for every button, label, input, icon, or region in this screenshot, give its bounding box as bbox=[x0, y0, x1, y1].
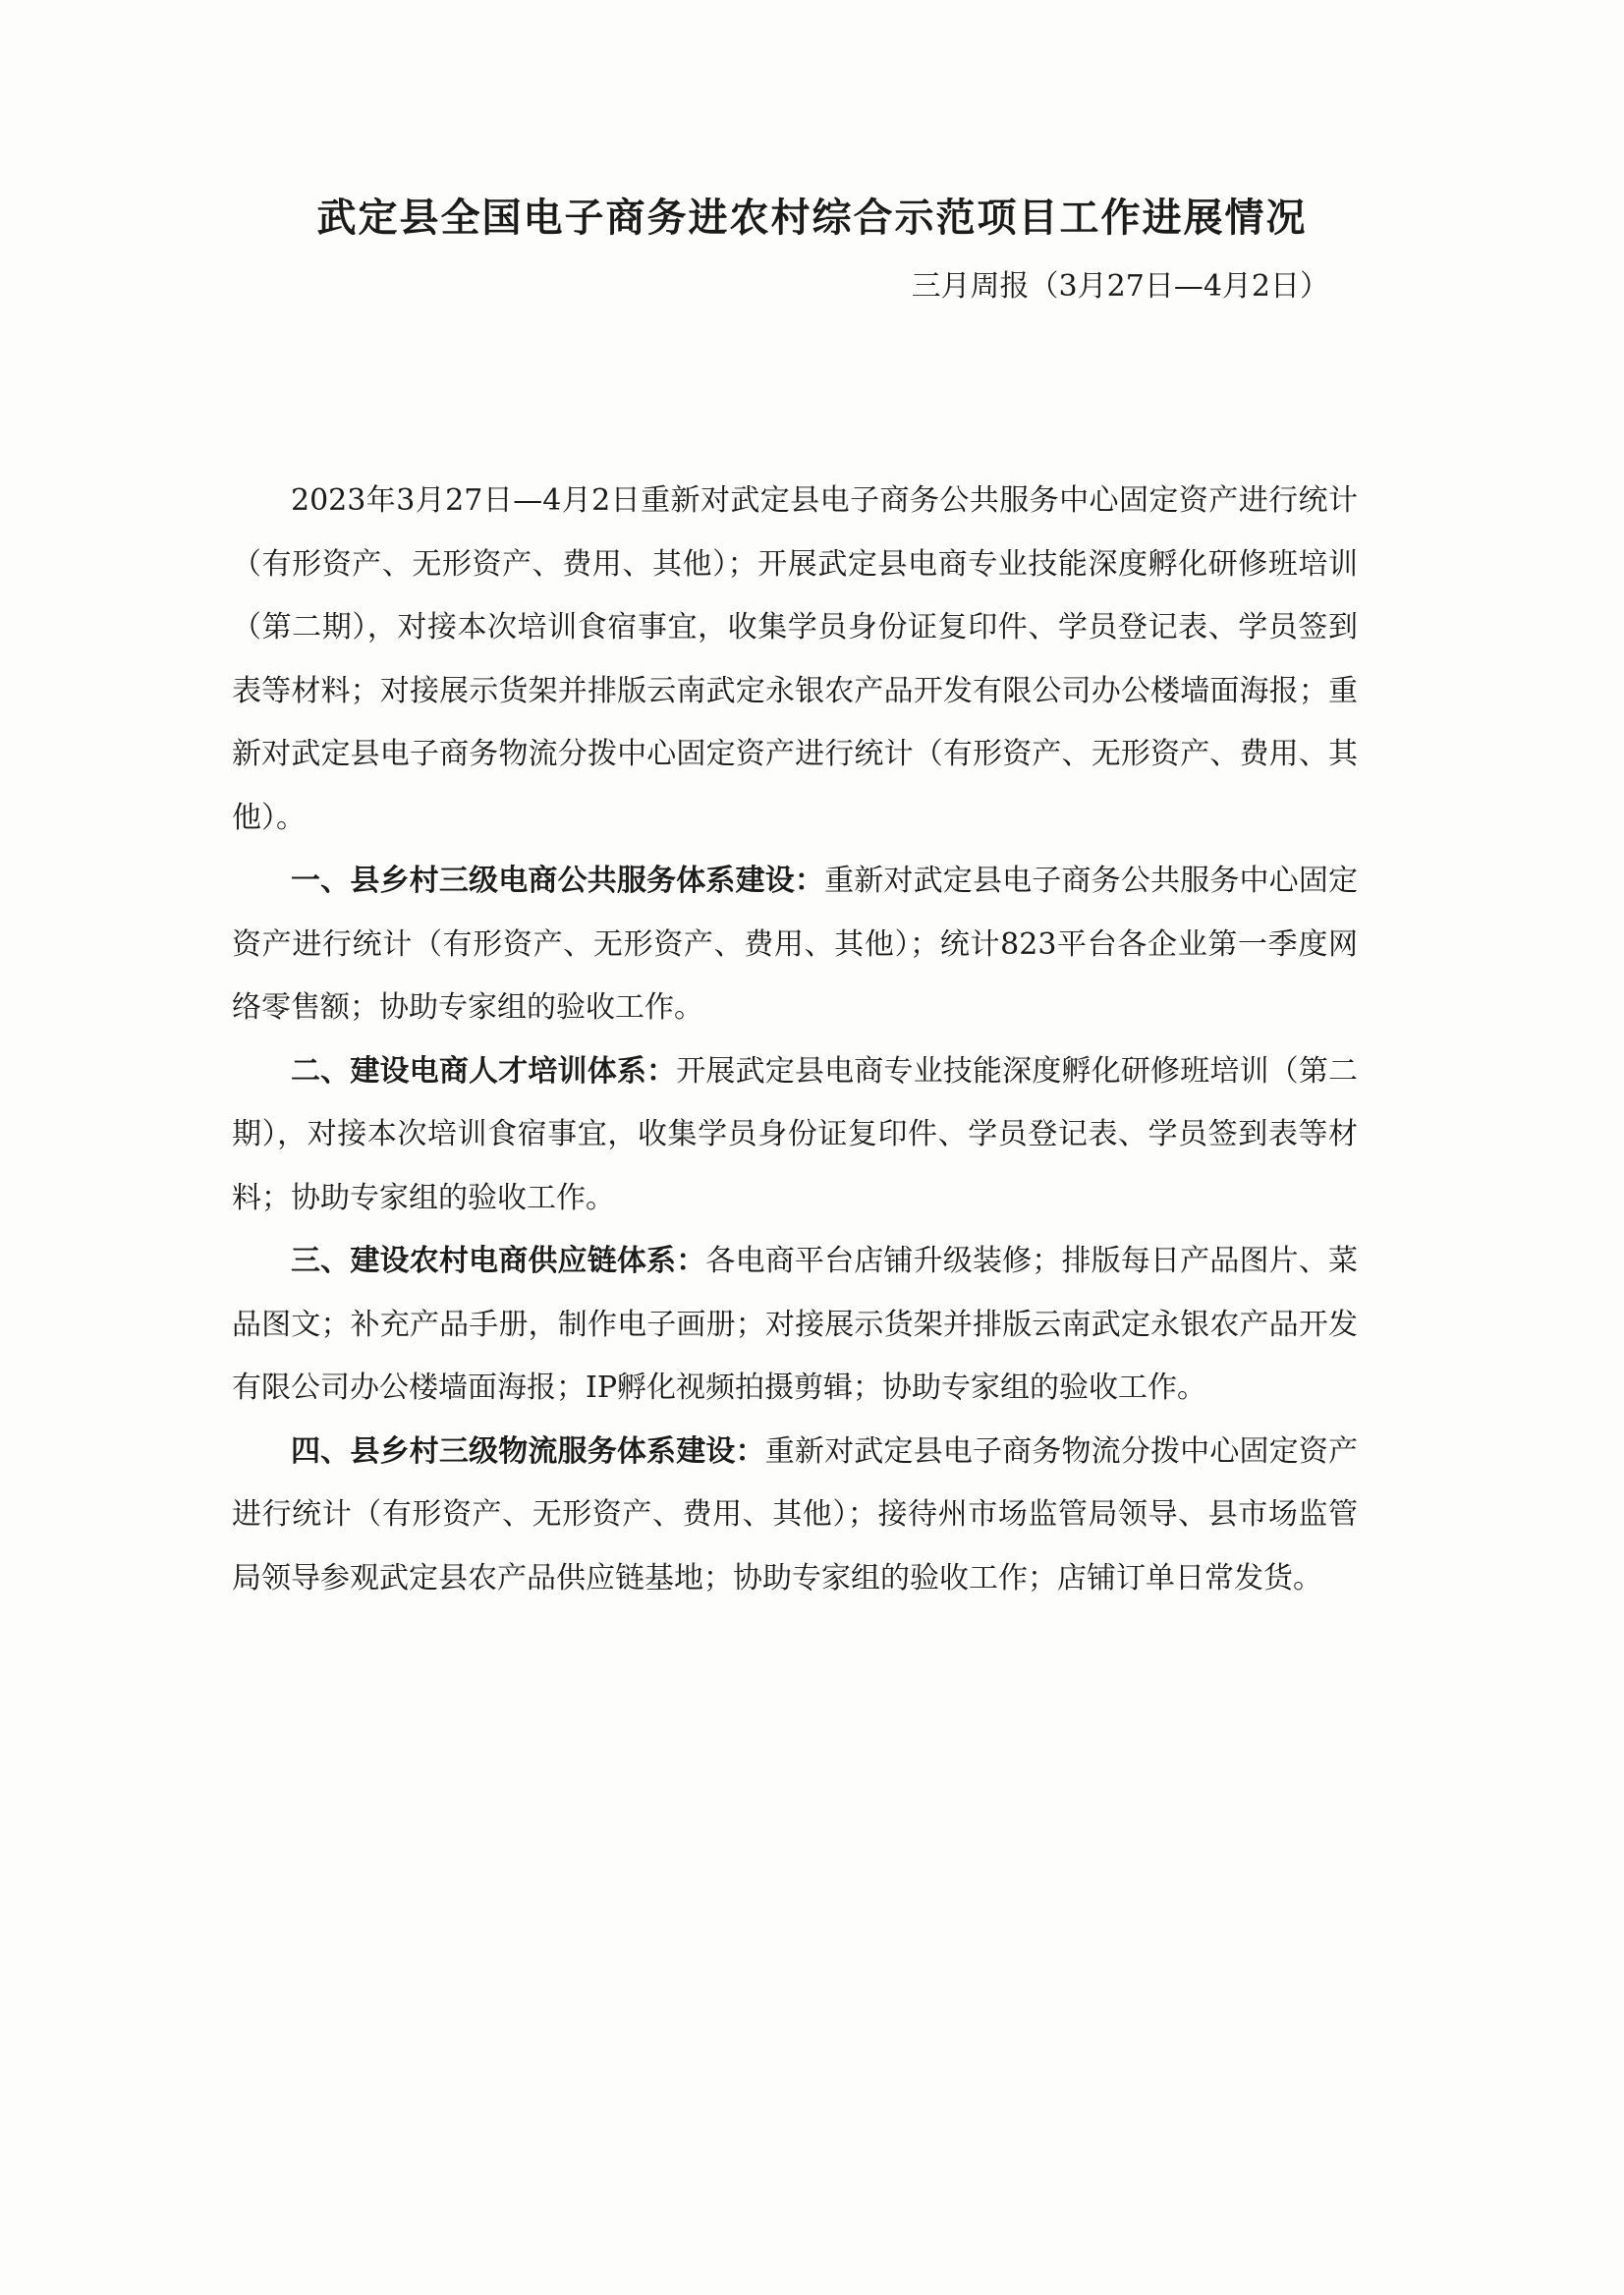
section-paragraph bbox=[232, 850, 1358, 1040]
section-heading: 二、建设电商人才培训体系： bbox=[291, 1053, 677, 1089]
document-subtitle: 三月周报（3月27日—4月2日） bbox=[911, 269, 1329, 304]
document-body bbox=[232, 470, 1358, 1610]
intro-paragraph: 2023年3月27日—4月2日重新对武定县电子商务公共服务中心固定资产进行统计（有形资产、无形资产、费用、其他）；开展武定县电商专业技能深度孵化研修班培训（第二期），对接本次培训食宿事宜，收集学员身份证复印件、学员登记表、学员签到表等材料；对接展示货架并排版云南武定永银农产品开发有限公司办公楼墙面海报；重新对武定县电子商务物流分拨中心固定资产进行统计（有形资产、无形资产、费用、其他）。 bbox=[232, 483, 1358, 835]
section-body: 重新对武定县电子商务物流分拨中心固定资产进行统计（有形资产、无形资产、费用、其他）；接待州市场监管局领导、县市场监管局领导参观武定县农产品供应链基地；协助专家组的验收工作；店铺订单日常发货。 bbox=[232, 1433, 1359, 1595]
section-heading: 一、县乡村三级电商公共服务体系建设： bbox=[291, 864, 825, 898]
section-paragraph bbox=[232, 1421, 1358, 1611]
section-paragraph bbox=[232, 1230, 1358, 1421]
section-body: 重新对武定县电子商务公共服务中心固定资产进行统计（有形资产、无形资产、费用、其他）；统计823平台各企业第一季度网络零售额；协助专家组的验收工作。 bbox=[232, 864, 1359, 1025]
document-title: 武定县全国电子商务进农村综合示范项目工作进展情况 bbox=[316, 196, 1308, 241]
section-heading: 四、县乡村三级物流服务体系建设： bbox=[291, 1433, 765, 1469]
section-heading: 三、建设农村电商供应链体系： bbox=[291, 1244, 706, 1278]
section-paragraph bbox=[232, 1040, 1358, 1231]
section-body: 开展武定县电商专业技能深度孵化研修班培训（第二期），对接本次培训食宿事宜，收集学员身份证复印件、学员登记表、学员签到表等材料；协助专家组的验收工作。 bbox=[232, 1053, 1359, 1215]
section-body: 各电商平台店铺升级装修；排版每日产品图片、菜品图文；补充产品手册，制作电子画册；对接展示货架并排版云南武定永银农产品开发有限公司办公楼墙面海报；IP孵化视频拍摄剪辑；协助专家组的验收工作。 bbox=[232, 1244, 1359, 1405]
